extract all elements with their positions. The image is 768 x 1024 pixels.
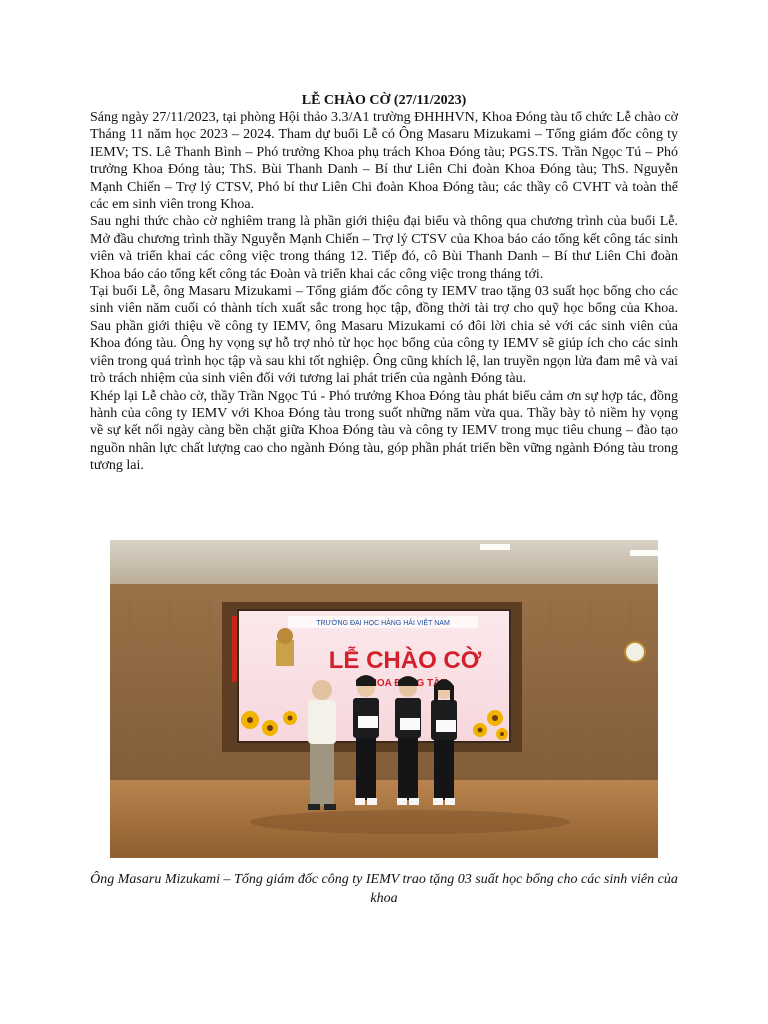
page-title: LỄ CHÀO CỜ (27/11/2023) <box>301 93 467 108</box>
paragraph-2: Sau nghi thức chào cờ nghiêm trang là phần giới thiệu đại biểu và thông qua chương trình của buổi Lễ. Mở đầu chương trình thầy Nguyễn Mạnh Chiến – Trợ lý CTSV của Khoa báo cáo tổng kết công tác sinh viên và triển khai các công việc trong tháng 12. Tiếp đó, cô Bùi Thanh Danh – Bí thư Liên Chi đoàn Khoa báo cáo tổng kết công tác Đoàn và triển khai các công việc trong tháng tới. <box>90 214 678 282</box>
document-body <box>90 92 678 475</box>
event-photo <box>110 540 658 858</box>
photo-caption: Ông Masaru Mizukami – Tổng giám đốc công ty IEMV trao tặng 03 suất học bổng cho các sinh viên của khoa <box>90 872 678 906</box>
screen-school-text: TRƯỜNG ĐẠI HỌC HÀNG HẢI VIỆT NAM <box>316 620 450 627</box>
screen-title-text: LỄ CHÀO CỜ <box>328 647 482 674</box>
paragraph-4: Khép lại Lễ chào cờ, thầy Trần Ngọc Tú - Phó trưởng Khoa Đóng tàu phát biểu cảm ơn sự hợp tác, đồng hành của công ty IEMV với Khoa Đóng tàu trong suốt những năm vừa qua. Thầy bày tỏ niềm hy vọng về sự kết nối ngày càng bền chặt giữa Khoa Đóng tàu và công ty IEMV trong mục tiêu chung – đào tạo nguồn nhân lực chất lượng cao cho ngành Đóng tàu, góp phần phát triển bền vững ngành Đóng tàu trong tương lai. <box>90 388 678 474</box>
event-photo-illustration <box>110 540 658 858</box>
paragraph-1: Sáng ngày 27/11/2023, tại phòng Hội thảo 3.3/A1 trường ĐHHHVN, Khoa Đóng tàu tổ chức Lễ chào cờ Tháng 11 năm học 2023 – 2024. Tham dự buổi Lễ có Ông Masaru Mizukami – Tổng giám đốc công ty IEMV; TS. Lê Thanh Bình – Phó trưởng Khoa phụ trách Khoa Đóng tàu; PGS.TS. Trần Ngọc Tú – Phó trưởng Khoa Đóng tàu; ThS. Bùi Thanh Danh – Bí thư Liên Chi đoàn Khoa Đóng tàu; ThS. Nguyễn Mạnh Chiến – Trợ lý CTSV, Phó bí thư Liên Chi đoàn Khoa Đóng tàu; các thầy cô CVHT và toàn thể các em sinh viên trong Khoa. <box>90 110 678 213</box>
screen-subtitle-text: KHOA <box>362 678 392 689</box>
person-student-3 <box>431 679 457 805</box>
paragraph-3: Tại buổi Lễ, ông Masaru Mizukami – Tổng giám đốc công ty IEMV trao tặng 03 suất học bổng cho các sinh viên năm cuối có thành tích xuất sắc trong học tập, đồng thời tài trợ cho quỹ học bổng của Khoa. Sau phần giới thiệu về công ty IEMV, ông Masaru Mizukami có đôi lời chia sẻ với các sinh viên của Khoa đóng tàu. Ông hy vọng sự hỗ trợ nhỏ từ học học bổng của công ty IEMV sẽ giúp ích cho các sinh viên trong quá trình học tập và sau khi tốt nghiệp. Ông cũng khích lệ, lan truyền ngọn lửa đam mê và vai trò trách nhiệm của sinh viên đối với tương lai phát triển của ngành Đóng tàu. <box>90 284 678 387</box>
